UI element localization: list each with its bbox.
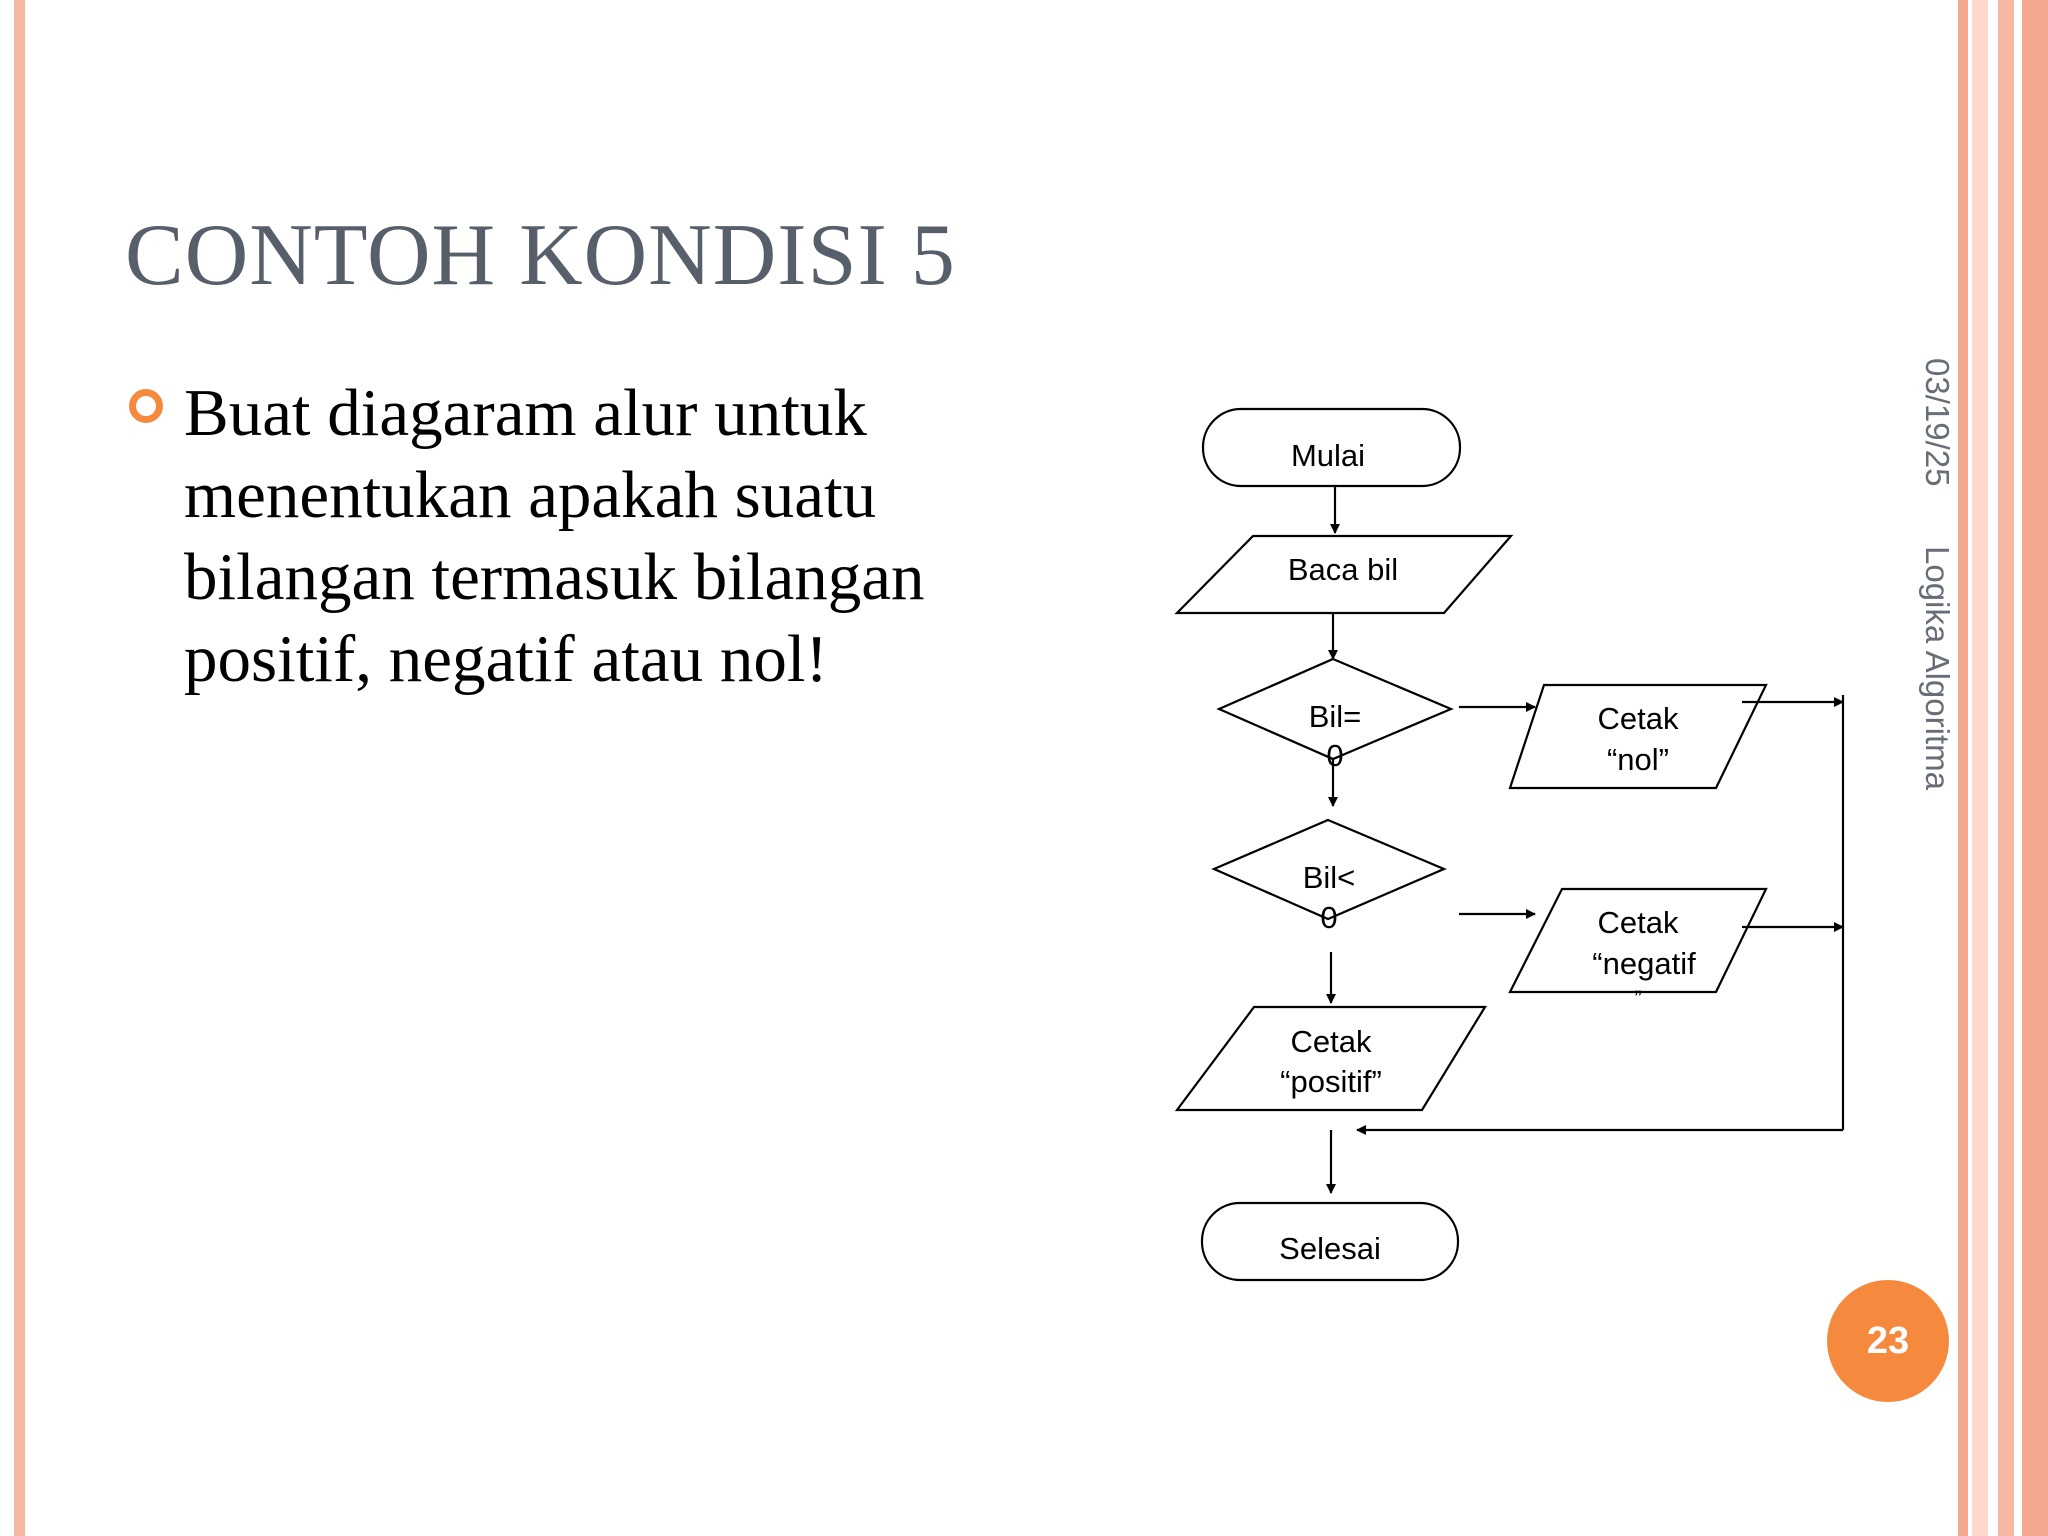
footer-date: 03/19/25 [1919, 358, 1956, 487]
decision-zero-label-2: 0 [1326, 738, 1344, 773]
decision-negative-label-2: 0 [1320, 900, 1338, 935]
start-label: Mulai [1290, 438, 1366, 473]
decision-negative-label-1: Bil< [1302, 860, 1356, 895]
footer-course: Logika Algoritma [1919, 545, 1956, 790]
output-positive-label-1: Cetak [1290, 1024, 1372, 1059]
output-negative-label-2: “negatif [1592, 946, 1696, 981]
output-negative-label-3: ” [1634, 986, 1642, 1011]
bullet-text: Buat diagaram alur untuk menentukan apakah suatu bilangan termasuk bilangan positif, negatif atau nol! [184, 376, 925, 696]
output-negative-label-1: Cetak [1597, 905, 1679, 940]
output-zero-label-1: Cetak [1597, 701, 1679, 736]
output-positive-label-2: “positif” [1280, 1064, 1382, 1099]
end-label: Selesai [1279, 1231, 1381, 1266]
slide-title: CONTOH KONDISI 5 [125, 207, 956, 304]
output-zero-label-2: “nol” [1606, 742, 1670, 777]
input-label: Baca bil [1287, 552, 1399, 587]
page-number-badge: 23 [1827, 1280, 1949, 1402]
decision-zero-label-1: Bil= [1308, 699, 1362, 734]
